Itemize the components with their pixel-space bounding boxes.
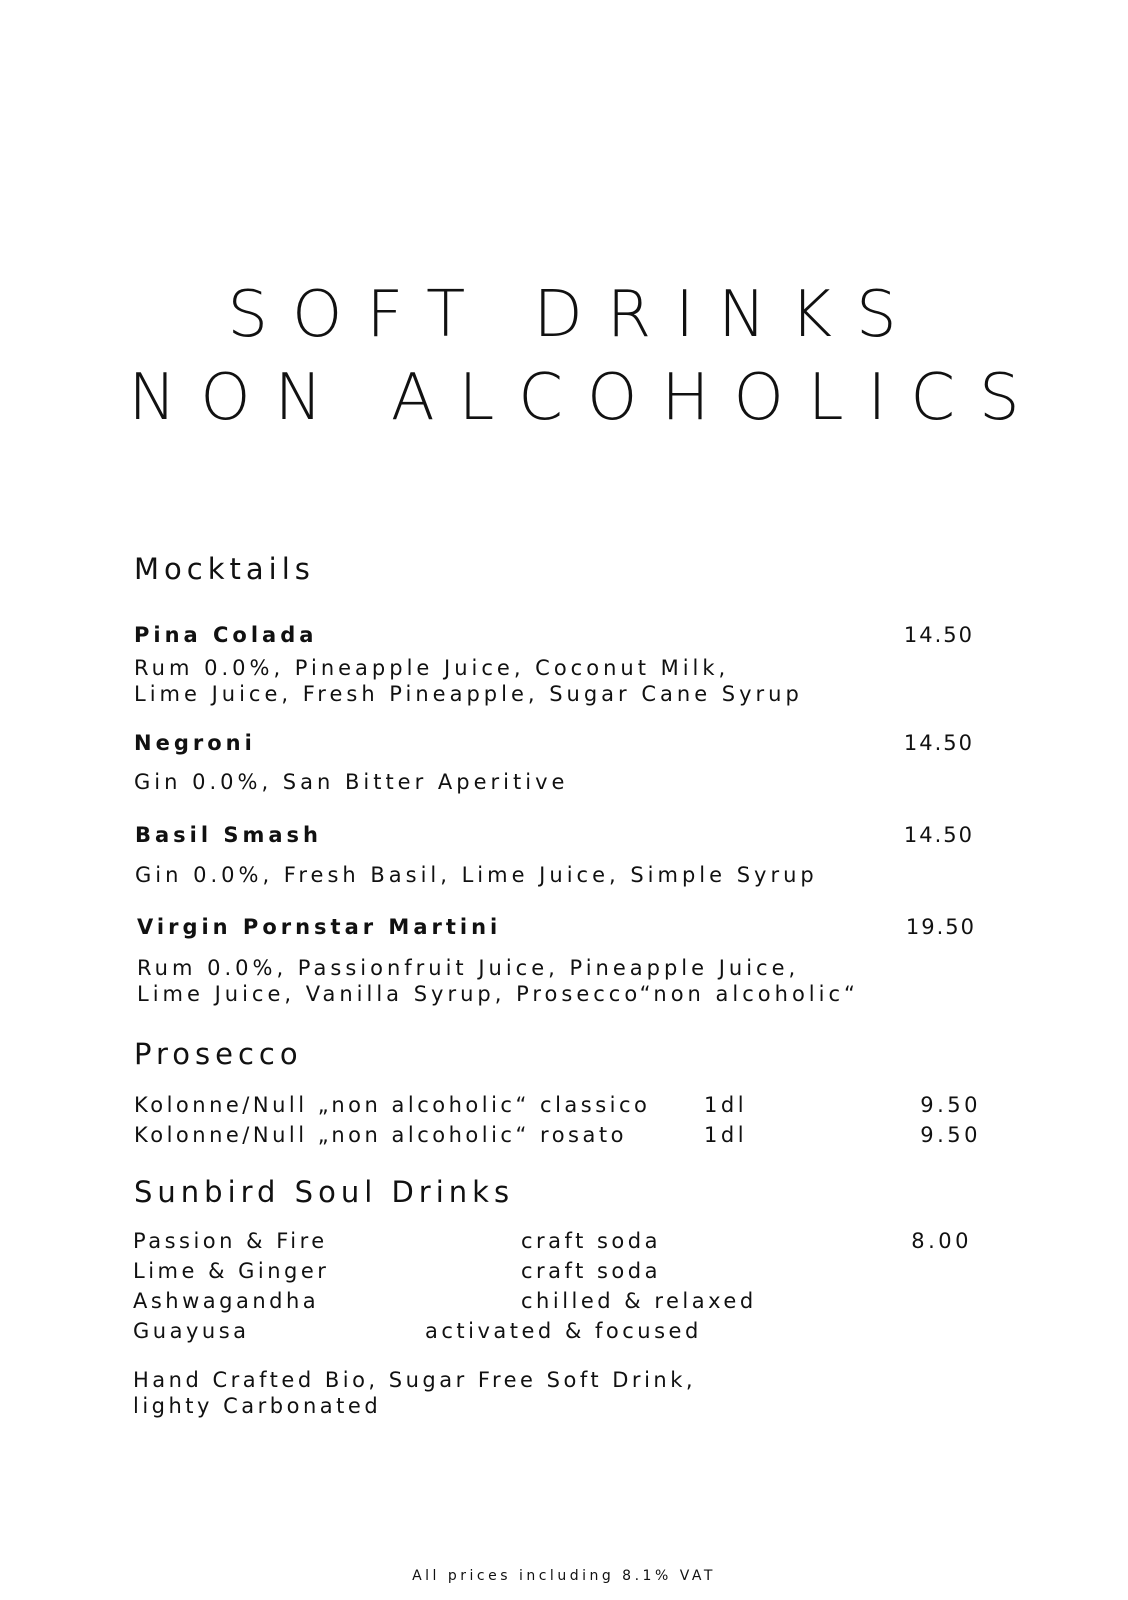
list-item-type: craft soda bbox=[521, 1259, 661, 1283]
item-price: 19.50 bbox=[905, 915, 976, 939]
item-name: Basil Smash bbox=[135, 823, 323, 847]
list-item-name: Kolonne/Null „non alcoholic“ rosato bbox=[134, 1123, 627, 1147]
item-price: 14.50 bbox=[903, 823, 974, 847]
list-item-price: 9.50 bbox=[920, 1093, 981, 1117]
list-item-price: 8.00 bbox=[911, 1229, 972, 1253]
section-heading-mocktails: Mocktails bbox=[134, 552, 315, 586]
list-item-type: chilled & relaxed bbox=[521, 1289, 757, 1313]
list-item-size: 1dl bbox=[704, 1123, 748, 1147]
item-description: Gin 0.0%, Fresh Basil, Lime Juice, Simple Syrup bbox=[135, 863, 818, 887]
item-description: Lime Juice, Vanilla Syrup, Prosecco“non alcoholic“ bbox=[137, 982, 859, 1006]
section-note: lighty Carbonated bbox=[133, 1394, 382, 1418]
list-item-name: Ashwagandha bbox=[133, 1289, 320, 1313]
menu-title-line-2: NON ALCOHOLICS bbox=[128, 361, 1044, 435]
vat-footer-note: All prices including 8.1% VAT bbox=[412, 1568, 716, 1584]
list-item-type: activated & focused bbox=[425, 1319, 702, 1343]
menu-title-line-1: SOFT DRINKS bbox=[227, 278, 921, 352]
list-item-type: craft soda bbox=[521, 1229, 661, 1253]
item-description: Rum 0.0%, Passionfruit Juice, Pineapple Juice, bbox=[137, 956, 800, 980]
item-price: 14.50 bbox=[903, 731, 974, 755]
item-description: Lime Juice, Fresh Pineapple, Sugar Cane Syrup bbox=[134, 682, 803, 706]
list-item-name: Guayusa bbox=[133, 1319, 250, 1343]
list-item-name: Kolonne/Null „non alcoholic“ classico bbox=[134, 1093, 651, 1117]
list-item-name: Lime & Ginger bbox=[133, 1259, 330, 1283]
section-heading-prosecco: Prosecco bbox=[134, 1037, 303, 1071]
item-description: Gin 0.0%, San Bitter Aperitive bbox=[134, 770, 569, 794]
section-heading-sunbird: Sunbird Soul Drinks bbox=[134, 1175, 515, 1209]
list-item-price: 9.50 bbox=[920, 1123, 981, 1147]
item-description: Rum 0.0%, Pineapple Juice, Coconut Milk, bbox=[134, 656, 730, 680]
section-note: Hand Crafted Bio, Sugar Free Soft Drink, bbox=[133, 1368, 697, 1392]
list-item-name: Passion & Fire bbox=[133, 1229, 328, 1253]
item-name: Pina Colada bbox=[134, 623, 318, 647]
item-price: 14.50 bbox=[903, 623, 974, 647]
item-name: Negroni bbox=[134, 731, 256, 755]
list-item-size: 1dl bbox=[704, 1093, 748, 1117]
item-name: Virgin Pornstar Martini bbox=[137, 915, 502, 939]
